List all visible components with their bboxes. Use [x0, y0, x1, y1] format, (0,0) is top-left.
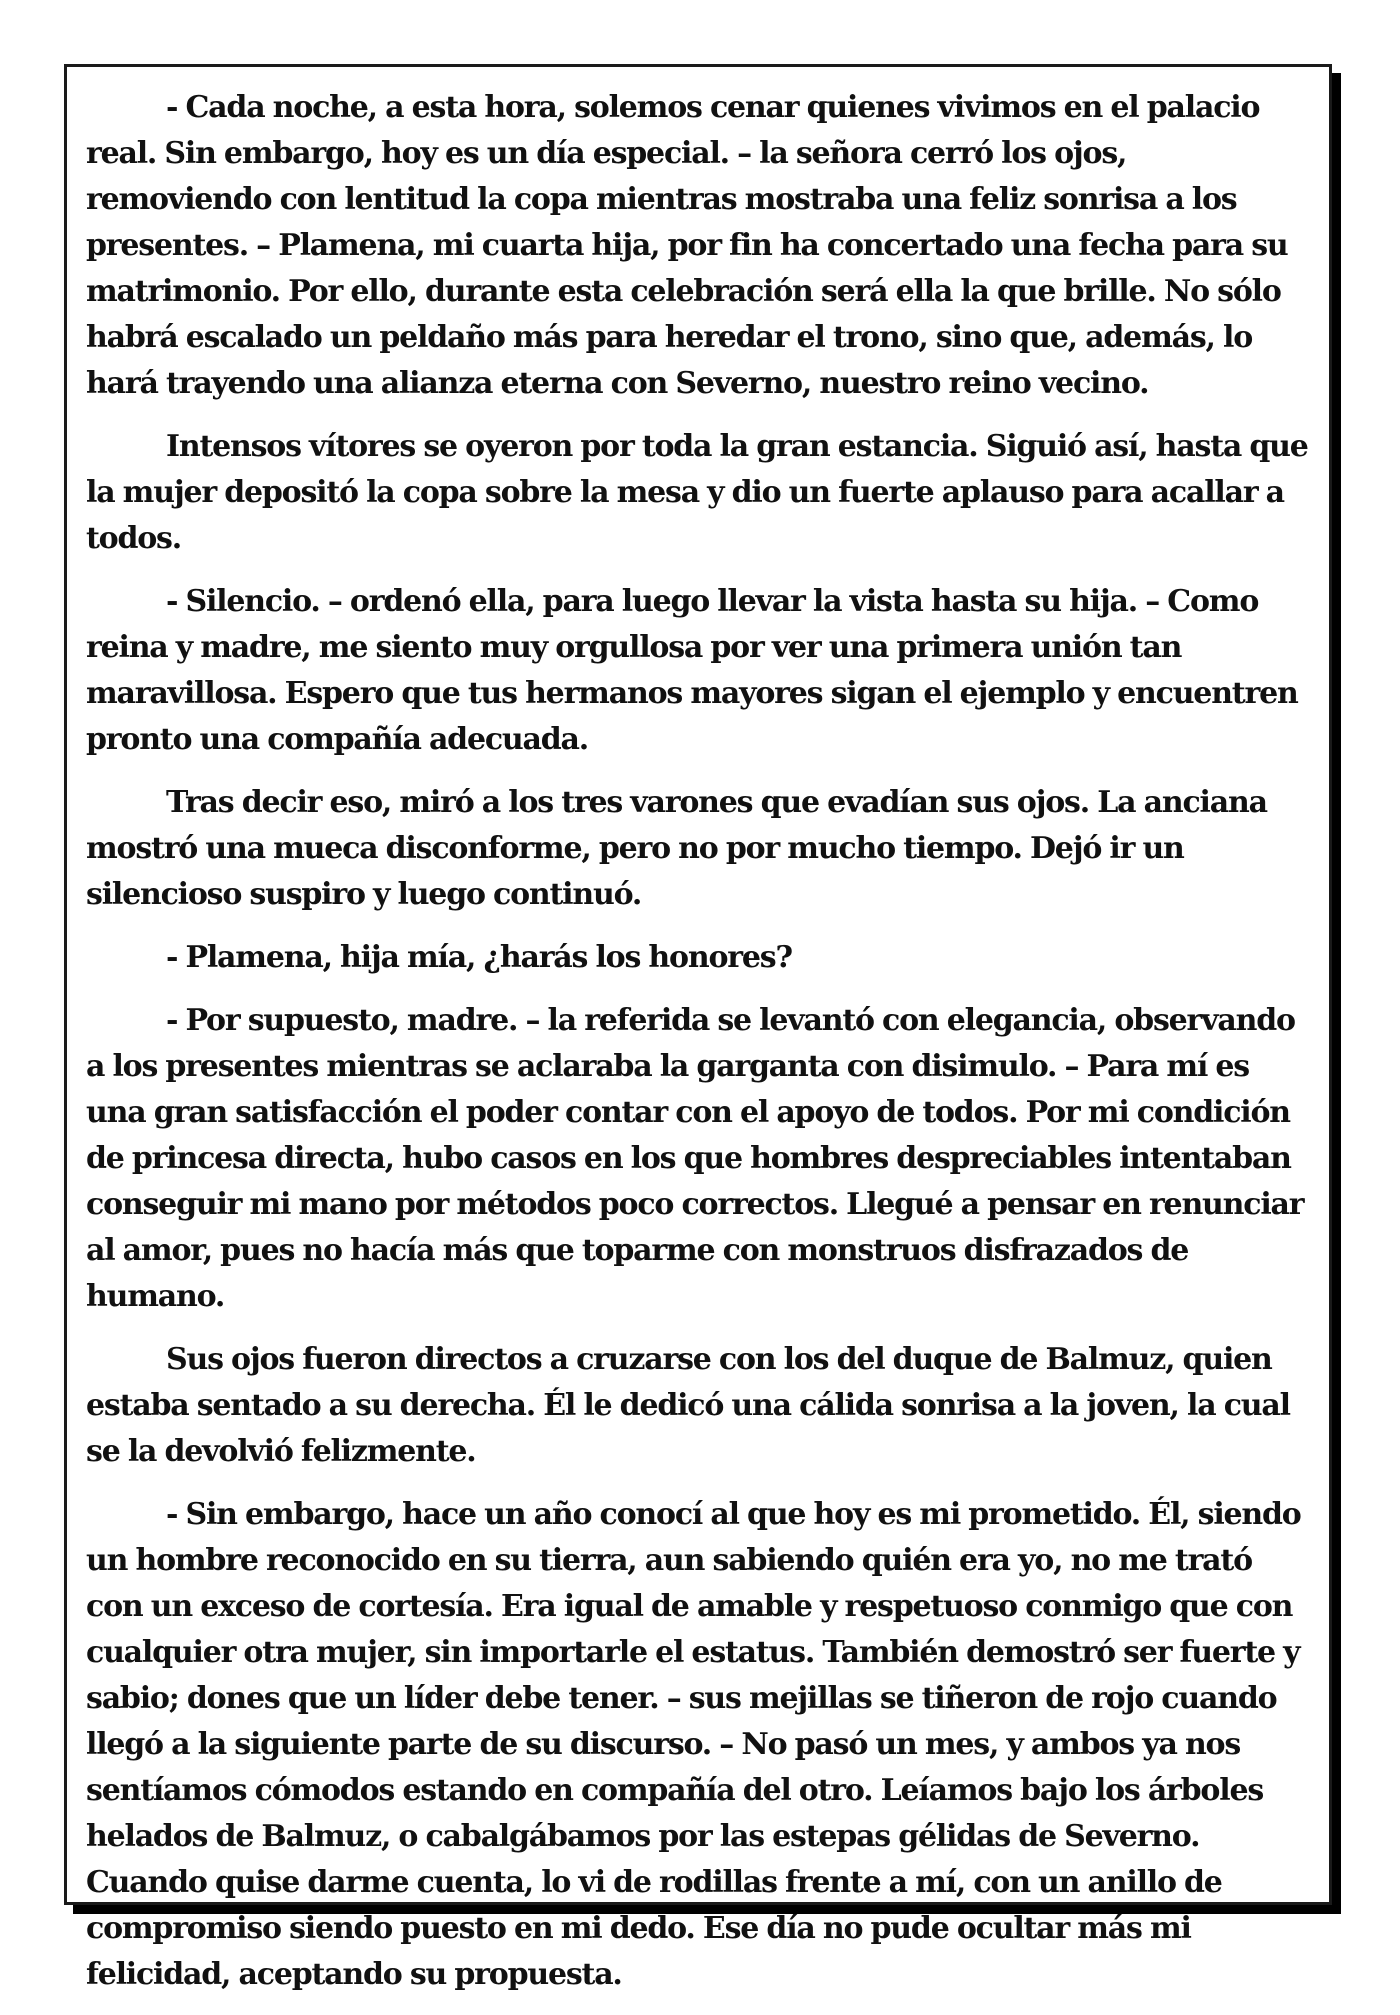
- paragraph-2: Intensos vítores se oyeron por toda la gran estancia. Siguió así, hasta que la mujer depositó la copa sobre la mesa y dio un fuerte aplauso para acallar a todos.: [86, 429, 1308, 556]
- paragraph-4: Tras decir eso, miró a los tres varones que evadían sus ojos. La anciana mostró una mueca disconforme, pero no por mucho tiempo. Dejó ir un silencioso suspiro y luego continuó.: [86, 785, 1267, 912]
- paragraph-5: - Plamena, hija mía, ¿harás los honores?: [166, 940, 792, 975]
- paragraph-6: - Por supuesto, madre. – la referida se levantó con elegancia, observando a los presentes mientras se aclaraba la garganta con disimulo. – Para mí es una gran satisfacción el poder contar con el apoyo de todos. Por mi condición de princesa directa, hubo casos en los que hombres despreciables intentaban conseguir mi mano por métodos poco correctos. Llegué a pensar en renunciar al amor, pues no hacía más que toparme con monstruos disfrazados de humano.: [86, 1003, 1304, 1314]
- document-body: [86, 85, 1310, 2015]
- paragraph-3: - Silencio. – ordenó ella, para luego llevar la vista hasta su hija. – Como reina y madre, me siento muy orgullosa por ver una primera unión tan maravillosa. Espero que tus hermanos mayores sigan el ejemplo y encuentren pronto una compañía adecuada.: [86, 584, 1298, 757]
- paragraph-8: - Sin embargo, hace un año conocí al que hoy es mi prometido. Él, siendo un hombre reconocido en su tierra, aun sabiendo quién era yo, no me trató con un exceso de cortesía. Era igual de amable y respetuoso conmigo que con cualquier otra mujer, sin importarle el estatus. También demostró ser fuerte y sabio; dones que un líder debe tener. – sus mejillas se tiñeron de rojo cuando llegó a la siguiente parte de su discurso. – No pasó un mes, y ambos ya nos sentíamos cómodos estando en compañía del otro. Leíamos bajo los árboles helados de Balmuz, o cabalgábamos por las estepas gélidas de Severno. Cuando quise darme cuenta, lo vi de rodillas frente a mí, con un anillo de compromiso siendo puesto en mi dedo. Ese día no pude ocultar más mi felicidad, aceptando su propuesta.: [86, 1497, 1301, 1992]
- paragraph-7: Sus ojos fueron directos a cruzarse con los del duque de Balmuz, quien estaba sentado a su derecha. Él le dedicó una cálida sonrisa a la joven, la cual se la devolvió felizmente.: [86, 1342, 1290, 1469]
- paragraph-1: - Cada noche, a esta hora, solemos cenar quienes vivimos en el palacio real. Sin embargo, hoy es un día especial. – la señora cerró los ojos, removiendo con lentitud la copa mientras mostraba una feliz sonrisa a los presentes. – Plamena, mi cuarta hija, por fin ha concertado una fecha para su matrimonio. Por ello, durante esta celebración será ella la que brille. No sólo habrá escalado un peldaño más para heredar el trono, sino que, además, lo hará trayendo una alianza eterna con Severno, nuestro reino vecino.: [86, 90, 1288, 401]
- page-frame: [64, 64, 1332, 1992]
